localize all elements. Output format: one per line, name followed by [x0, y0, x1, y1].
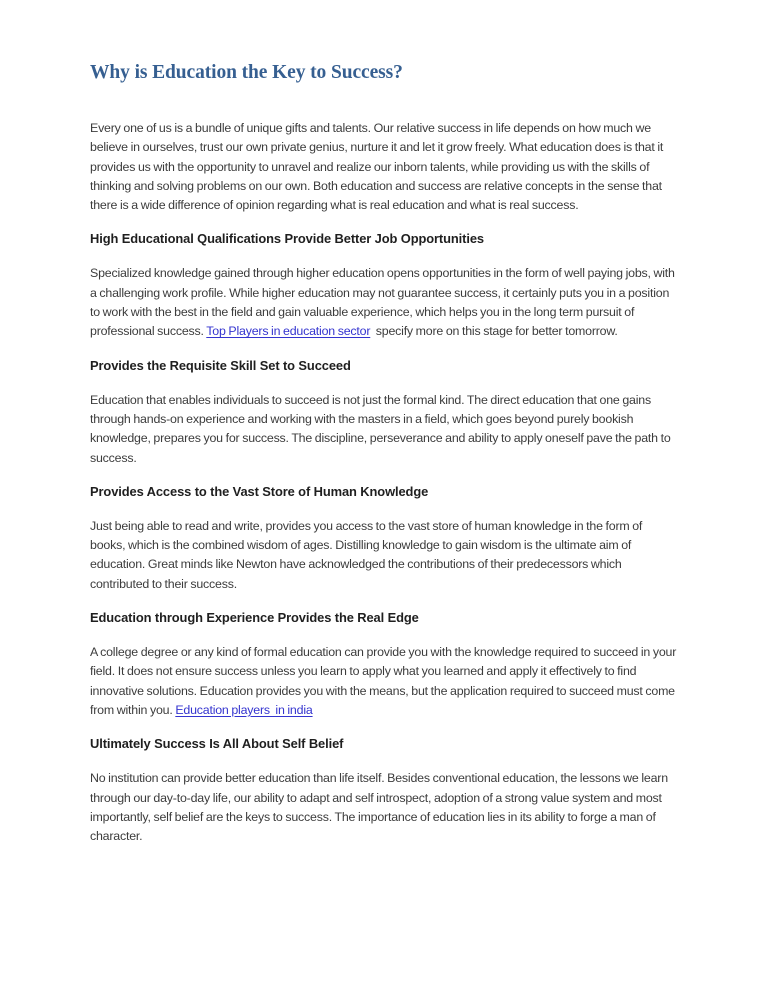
link-top-players-in-education-sector[interactable]: Top Players in education sector: [206, 324, 371, 339]
page-title: Why is Education the Key to Success?: [90, 62, 403, 83]
section-heading-human-knowledge: Provides Access to the Vast Store of Human Knowledge: [90, 483, 429, 499]
paragraph-text: specify more on this stage for better tomorrow.: [370, 324, 618, 339]
section-heading-experience-edge: Education through Experience Provides the Real Edge: [90, 610, 419, 626]
section-heading-self-belief: Ultimately Success Is All About Self Belief: [90, 736, 344, 752]
paragraph-job-opportunities: [90, 264, 678, 341]
paragraph-skill-set: Education that enables individuals to succeed is not just the formal kind. The direct education that one gains through hands-on experience and working with the masters in a field, which goes beyond purely bookish knowledge, prepares you for success. The discipline, perseverance and ability to apply oneself pave the path to success.: [90, 392, 674, 465]
section-heading-skill-set: Provides the Requisite Skill Set to Succeed: [90, 357, 351, 373]
paragraph-human-knowledge: Just being able to read and write, provides you access to the vast store of human knowledge in the form of books, which is the combined wisdom of ages. Distilling knowledge to gain wisdom is the ultimate aim of education. Great minds like Newton have acknowledged the contributions of their predecessors which contributed to their success.: [90, 518, 645, 591]
link-education-players-in-india[interactable]: Education players in india: [175, 702, 313, 717]
section-heading-job-opportunities: High Educational Qualifications Provide Better Job Opportunities: [90, 231, 484, 247]
paragraph-text: A college degree or any kind of formal education can provide you with the knowledge required to succeed in your field. It does not ensure success unless you learn to apply what you learned and apply it effectively to find innovative solutions. Education provides you with the means, but the application required to succeed must come from within you.: [90, 645, 679, 717]
paragraph-self-belief: No institution can provide better education than life itself. Besides conventional education, the lessons we learn through our day-to-day life, our ability to adapt and self introspect, adoption of a strong value system and most importantly, self belief are the keys to success. The importance of education lies in its ability to forge a man of character.: [90, 771, 671, 844]
intro-paragraph: Every one of us is a bundle of unique gifts and talents. Our relative success in life depends on how much we believe in ourselves, trust our own private genius, nurture it and let it grow freely. What education does is that it provides us with the opportunity to unravel and realize our inborn talents, while providing us with the skills of thinking and solving problems on our own. Both education and success are relative concepts in the sense that there is a wide difference of opinion regarding what is real education and what is real success.: [90, 121, 666, 213]
paragraph-text: Specialized knowledge gained through higher education opens opportunities in the form of well paying jobs, with a challenging work profile. While higher education may not guarantee success, it certainly puts you in a position to work with the best in the field and gain valuable experience, which helps you in the long term pursuit of professional success.: [90, 266, 678, 339]
paragraph-experience-edge: [90, 643, 678, 720]
